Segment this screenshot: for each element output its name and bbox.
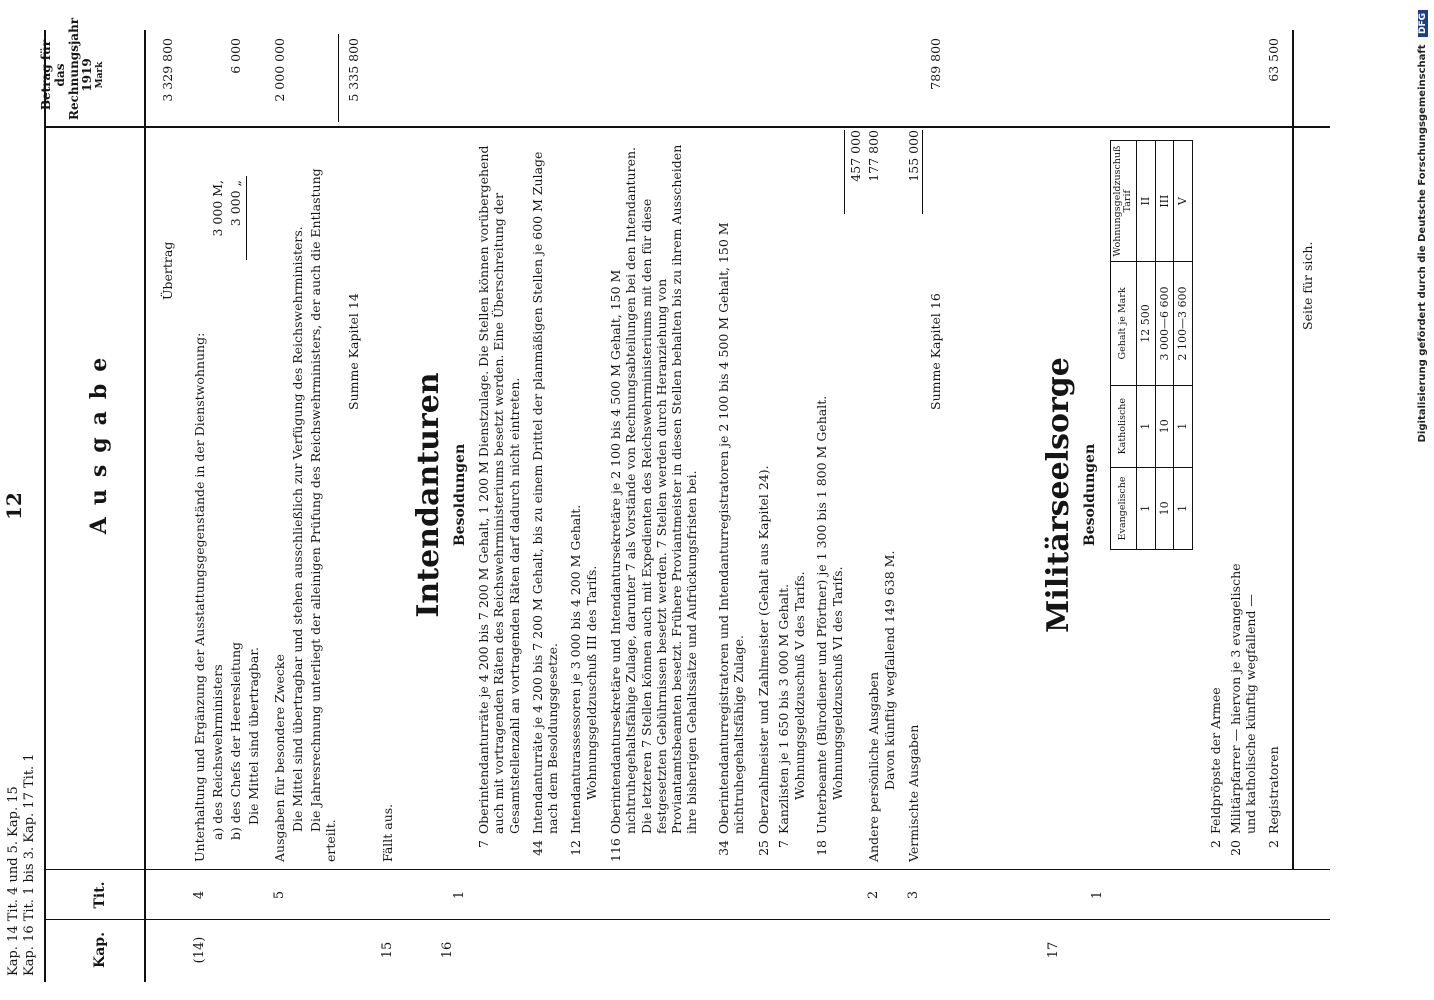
tarif-row — [1155, 141, 1174, 550]
count-oberintendanturraete: 7 — [476, 840, 491, 848]
dfg-logo-icon: DFG — [1418, 10, 1428, 37]
tarif-header-evangelisch: Evangelische — [1111, 467, 1137, 549]
row-besondere-zwecke: Ausgaben für besondere Zwecke — [272, 654, 287, 862]
tarif-cell: 1 — [1174, 467, 1193, 549]
tarif-cell: 3 000—6 600 — [1155, 262, 1174, 385]
betrag-line3: 1919 — [80, 58, 95, 92]
summe-kapitel-14-label: Summe Kapitel 14 — [346, 293, 361, 410]
row-intendanturassessoren: Intendanturassessoren je 3 000 bis 4 200 M Gehalt. — [568, 504, 583, 834]
row-kanzlisten-wg: Wohnungsgeldzuschuß V des Tarifs. — [792, 571, 807, 800]
betrag-line4: Mark — [95, 61, 106, 89]
row-unterbeamte: Unterbeamte (Bürodiener und Pförtner) je 1 300 bis 1 800 M Gehalt. — [814, 395, 829, 834]
row-ausstattung-b: b) des Chefs der Heeresleitung — [228, 641, 243, 840]
count-feldproepste: 2 — [1208, 840, 1223, 848]
column-kap: Kap. — [92, 932, 108, 968]
budget-page — [0, 17, 1330, 990]
tarif-cell: 2 100—3 600 — [1174, 262, 1193, 385]
tit-16-1: 1 — [452, 890, 467, 900]
summe-kapitel-14-value: 5 335 800 — [346, 38, 361, 102]
kap-14: (14) — [192, 936, 207, 964]
sum16-inner-rule — [922, 130, 923, 214]
kap-divider — [44, 919, 1330, 920]
count-sekretaere: 116 — [608, 838, 623, 862]
betrag-divider — [44, 127, 1330, 129]
uebertrag-label: Übertrag — [160, 241, 175, 300]
tit-5: 5 — [272, 890, 287, 900]
row-ausstattung-b-amount: 3 000 „ — [228, 180, 243, 227]
uebertrag-value: 3 329 800 — [160, 38, 175, 102]
row-vermischte: Vermischte Ausgaben — [906, 724, 921, 862]
betrag-line2: Rechnungsjahr — [66, 17, 81, 120]
subtotal-rule — [246, 176, 247, 260]
row-unterbeamte-value: 457 000 — [848, 130, 863, 182]
tit-4: 4 — [192, 890, 207, 900]
tarif-cell: 1 — [1136, 385, 1155, 467]
row-ausstattung: Unterhaltung und Ergänzung der Ausstattungsgegenstände in der Dienstwohnung: — [192, 332, 207, 862]
tarif-row — [1174, 141, 1193, 550]
tarif-cell: 12 500 — [1136, 262, 1155, 385]
tarif-cell: 1 — [1136, 467, 1155, 549]
tarif-header-katholisch: Katholische — [1111, 385, 1137, 467]
digitization-note — [1417, 10, 1434, 990]
count-intendanturraete: 44 — [530, 840, 545, 856]
row-besondere-zwecke-note1: Die Mittel sind übertragbar und stehen ausschließlich zur Verfügung des Reichswehrministers. — [290, 226, 305, 832]
tarif-cell: II — [1136, 141, 1155, 262]
row-oberintendanturraete: Oberintendanturräte je 4 200 bis 7 200 M Gehalt, 1 200 M Dienstzulage. Die Stellen können vorübergehend auch mit vortragenden Räten des Reichswehrministeriums besetzt werden. Eine Überschreitung der Gesamtstellenzahl an vortragenden Räten darf dadurch nicht eintreten. — [476, 145, 522, 834]
row-intendanturraete: Intendanturräte je 4 200 bis 7 200 M Gehalt, bis zu einem Drittel der planmäßigen Stellen je 600 M Zulage nach dem Besoldungsgesetze. — [530, 151, 561, 834]
kap-15: 15 — [380, 941, 395, 959]
count-kanzlisten: 7 — [776, 840, 791, 848]
row-ausstattung-a: a) des Reichswehrministers — [210, 664, 225, 840]
tarif-cell: 10 — [1155, 467, 1174, 549]
tit-17-1: 1 — [1090, 890, 1105, 900]
count-registratoren: 34 — [716, 840, 731, 856]
row-andere-persoenliche-value: 177 800 — [866, 130, 881, 182]
row-besondere-zwecke-value: 2 000 000 — [272, 38, 287, 102]
row-vermischte-value: 155 000 — [906, 130, 921, 182]
subheading-besoldungen-16: Besoldungen — [452, 443, 468, 547]
betrag-line1: Betrag für das — [39, 39, 67, 111]
heading-militaerseelsorge: Militärseelsorge — [1041, 357, 1076, 633]
tarif-header-wohnungsgeld: Wohnungsgeldzuschuß Tarif — [1111, 141, 1137, 262]
row-andere-persoenliche: Andere persönliche Ausgaben — [866, 671, 881, 862]
row-faellt-aus: Fällt aus. — [380, 803, 395, 862]
tarif-cell: 10 — [1155, 385, 1174, 467]
digitization-sidebar — [1405, 10, 1434, 990]
column-betrag — [39, 17, 106, 120]
row-besondere-zwecke-note2: Die Jahresrechnung unterliegt der alleinigen Prüfung des Reichswehrministers, der auch die Entlastung erteilt. — [308, 168, 339, 862]
row-intendanturassessoren-wg: Wohnungsgeldzuschuß III des Tarifs. — [584, 565, 599, 800]
row-kanzlisten: Kanzlisten je 1 650 bis 3 000 M Gehalt. — [776, 583, 791, 834]
tarif-cell: V — [1174, 141, 1193, 262]
count-zahlmeister: 25 — [756, 840, 771, 856]
header-rule — [144, 30, 146, 982]
sum14-rule — [338, 34, 339, 122]
column-ausgabe: Ausgabe — [86, 345, 112, 535]
row-militaerpfarrer: Militärpfarrer — hiervon je 3 evangelische und katholische künftig wegfallend — — [1228, 563, 1259, 834]
row-ausstattung-note: Die Mittel sind übertragbar. — [246, 647, 261, 825]
tarif-header-row — [1111, 141, 1137, 550]
seite-fuer-sich: Seite für sich. — [1300, 241, 1315, 330]
row-registratoren-17-value: 63 500 — [1266, 38, 1281, 82]
tit-divider — [44, 869, 1330, 870]
count-unterbeamte: 18 — [814, 840, 829, 856]
heading-intendanturen: Intendanturen — [411, 372, 446, 618]
tit-16-3: 3 — [906, 890, 921, 900]
kap-16: 16 — [440, 941, 455, 959]
row-ausstattung-total: 6 000 — [228, 38, 243, 74]
column-tit: Tit. — [92, 881, 108, 909]
tarif-row — [1136, 141, 1155, 550]
bottom-rule — [1292, 30, 1294, 870]
row-registratoren: Oberintendanturregistratoren und Intendanturregistratoren je 2 100 bis 4 500 M Gehalt, 150 M nichtruhegehaltsfähige Zulage. — [716, 222, 747, 834]
top-rule — [44, 30, 46, 982]
tarif-cell: III — [1155, 141, 1174, 262]
running-head-line1: Kap. 14 Tit. 4 und 5. Kap. 15 — [6, 786, 21, 976]
summe-kapitel-16-value: 789 800 — [928, 38, 943, 90]
row-unterbeamte-wg: Wohnungsgeldzuschuß VI des Tarifs. — [830, 566, 845, 800]
row-andere-persoenliche-note: Davon künftig wegfallend 149 638 M. — [882, 550, 897, 790]
count-intendanturassessoren: 12 — [568, 840, 583, 856]
row-registratoren-17: Registratoren — [1266, 746, 1281, 834]
kap-17: 17 — [1046, 941, 1061, 959]
row-feldproepste: Feldpröpste der Armee — [1208, 687, 1223, 834]
row-zahlmeister: Oberzahlmeister und Zahlmeister (Gehalt aus Kapitel 24). — [756, 465, 771, 834]
summe-kapitel-16-label: Summe Kapitel 16 — [928, 293, 943, 410]
tarif-cell: 1 — [1174, 385, 1193, 467]
tarif-header-gehalt: Gehalt je Mark — [1111, 262, 1137, 385]
count-registratoren-17: 2 — [1266, 840, 1281, 848]
tit-16-2: 2 — [866, 890, 881, 900]
running-head-line2: Kap. 16 Tit. 1 bis 3. Kap. 17 Tit. 1 — [21, 753, 37, 976]
subheading-besoldungen-17: Besoldungen — [1082, 443, 1098, 547]
count-militaerpfarrer: 20 — [1228, 840, 1243, 856]
besoldung-rule — [844, 130, 845, 214]
tarif-table — [1110, 140, 1193, 550]
row-ausstattung-a-amount: 3 000 M, — [210, 180, 225, 237]
row-sekretaere: Oberintendantursekretäre und Intendantursekretäre je 2 100 bis 4 500 M Gehalt, 150 M nichtruhegehaltsfähige Zulage, darunter 7 als Vorstände von Rechnungsabteilungen bei den Intendanturen. Die letzteren 7 Stellen können auch mit Expedienten des Reichswehrministeriums mit den für diese festgesetzten Gebührnissen besetzt werden. 7 Stellen werden durch Heranziehung von Proviantamtsbeamten besetzt. Frühere Proviantmeister in diesen Stellen behalten bis zu ihrem Ausscheiden ihre bisherigen Gehaltssätze und Aufrückungsfristen bei. — [608, 144, 700, 834]
page-number: 12 — [2, 492, 26, 520]
digitization-text: Digitalisierung gefördert durch die Deutsche Forschungsgemeinschaft — [1417, 44, 1428, 443]
running-head — [6, 753, 37, 976]
